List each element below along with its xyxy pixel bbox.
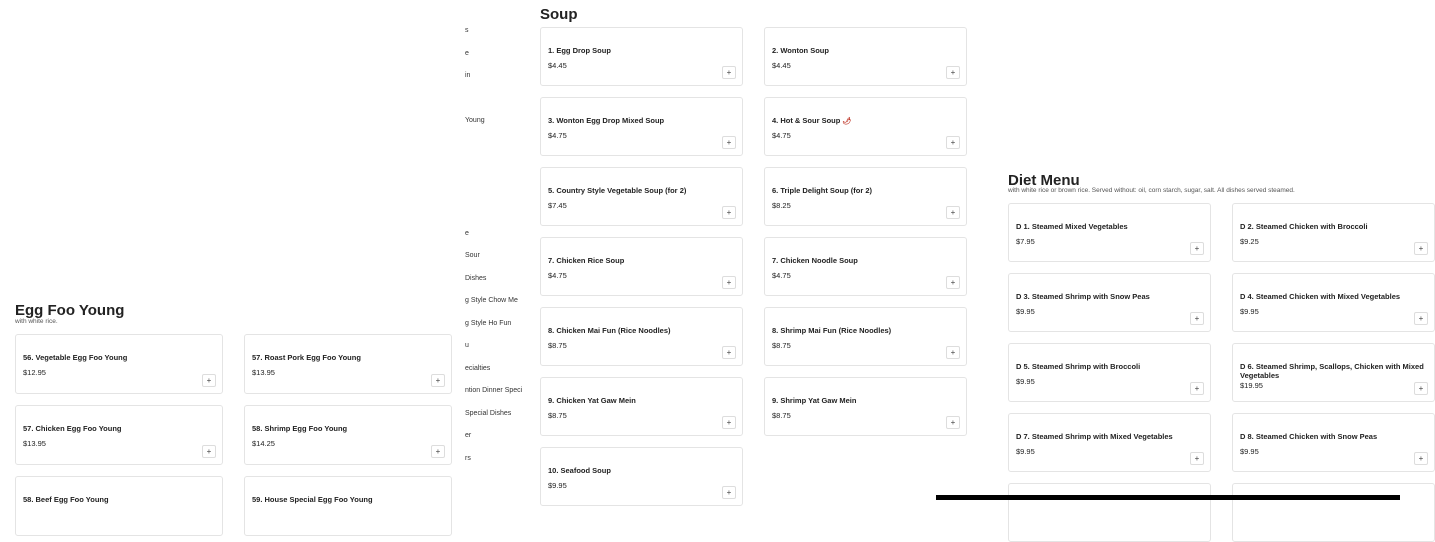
menu-item-price: $8.75 — [772, 411, 791, 420]
category-nav-item[interactable]: e — [465, 230, 469, 237]
menu-item-card[interactable] — [1232, 203, 1435, 262]
menu-item-card[interactable] — [764, 307, 967, 366]
menu-item-name-text: 56. Vegetable Egg Foo Young — [23, 353, 128, 362]
category-nav-item[interactable]: ecialties — [465, 365, 491, 372]
add-to-cart-button[interactable]: + — [946, 276, 960, 289]
add-to-cart-button[interactable]: + — [202, 374, 216, 387]
menu-item-name — [548, 256, 734, 265]
add-to-cart-button[interactable]: + — [431, 374, 445, 387]
menu-item-name — [1016, 432, 1202, 441]
category-nav-item[interactable]: Dishes — [465, 275, 487, 282]
menu-item-card[interactable] — [15, 405, 223, 465]
add-to-cart-button[interactable]: + — [1414, 312, 1428, 325]
add-to-cart-button[interactable]: + — [722, 346, 736, 359]
menu-item-price: $4.75 — [548, 131, 567, 140]
menu-item-name — [548, 396, 734, 405]
menu-item-card[interactable] — [1232, 343, 1435, 402]
menu-item-name — [772, 186, 958, 195]
menu-item-name — [23, 495, 214, 504]
menu-item-name-text: D 7. Steamed Shrimp with Mixed Vegetables — [1016, 432, 1173, 441]
menu-item-card[interactable] — [15, 334, 223, 394]
add-to-cart-button[interactable]: + — [431, 445, 445, 458]
menu-item-price: $4.75 — [772, 271, 791, 280]
menu-item-card[interactable] — [1008, 273, 1211, 332]
menu-item-card[interactable] — [244, 476, 452, 536]
category-nav-item[interactable]: s — [465, 27, 469, 34]
menu-item-name — [548, 46, 734, 55]
menu-item-name-text: 57. Roast Pork Egg Foo Young — [252, 353, 361, 362]
menu-item-name — [1240, 432, 1426, 441]
add-to-cart-button[interactable]: + — [946, 346, 960, 359]
menu-item-card[interactable] — [540, 27, 743, 86]
menu-item-name — [252, 424, 443, 433]
add-to-cart-button[interactable]: + — [946, 136, 960, 149]
menu-item-card[interactable] — [540, 237, 743, 296]
menu-item-price: $13.95 — [23, 439, 46, 448]
menu-item-card[interactable] — [540, 307, 743, 366]
add-to-cart-button[interactable]: + — [722, 486, 736, 499]
menu-item-name — [1240, 292, 1426, 301]
menu-item-name-text: 58. Beef Egg Foo Young — [23, 495, 109, 504]
add-to-cart-button[interactable]: + — [1190, 242, 1204, 255]
menu-item-card[interactable] — [15, 476, 223, 536]
menu-item-price: $19.95 — [1240, 381, 1263, 390]
menu-item-price: $13.95 — [252, 368, 275, 377]
menu-item-name-text: 10. Seafood Soup — [548, 466, 611, 475]
category-nav-item[interactable]: g Style Ho Fun — [465, 320, 512, 327]
menu-item-card[interactable] — [540, 167, 743, 226]
add-to-cart-button[interactable]: + — [722, 416, 736, 429]
menu-item-price: $7.45 — [548, 201, 567, 210]
add-to-cart-button[interactable]: + — [722, 66, 736, 79]
add-to-cart-button[interactable]: + — [1414, 242, 1428, 255]
menu-item-name-text: 9. Shrimp Yat Gaw Mein — [772, 396, 857, 405]
menu-item-name — [1016, 222, 1202, 231]
menu-item-card[interactable] — [540, 377, 743, 436]
category-nav-item[interactable]: e — [465, 50, 469, 57]
menu-item-name-text: 8. Chicken Mai Fun (Rice Noodles) — [548, 326, 671, 335]
menu-item-name — [772, 256, 958, 265]
menu-item-price: $8.25 — [772, 201, 791, 210]
menu-item-name-text: 7. Chicken Rice Soup — [548, 256, 625, 265]
menu-item-name — [1240, 222, 1426, 231]
menu-item-price: $8.75 — [548, 411, 567, 420]
category-nav-item[interactable]: er — [465, 432, 472, 439]
menu-item-price: $12.95 — [23, 368, 46, 377]
menu-item-name — [548, 116, 734, 125]
menu-item-name-text: 6. Triple Delight Soup (for 2) — [772, 186, 873, 195]
menu-item-name-text: 5. Country Style Vegetable Soup (for 2) — [548, 186, 687, 195]
category-nav-item[interactable]: Young — [465, 117, 485, 124]
menu-item-price: $4.75 — [772, 131, 791, 140]
menu-item-name — [1240, 362, 1426, 380]
menu-item-name — [23, 424, 214, 433]
add-to-cart-button[interactable]: + — [722, 136, 736, 149]
menu-item-price: $9.95 — [1016, 377, 1035, 386]
menu-item-card[interactable] — [1008, 483, 1211, 542]
menu-item-price: $8.75 — [772, 341, 791, 350]
menu-item-card[interactable] — [1232, 273, 1435, 332]
menu-item-name-text: 4. Hot & Sour Soup — [772, 116, 841, 125]
bottom-black-bar — [936, 495, 1400, 500]
menu-item-price: $14.25 — [252, 439, 275, 448]
menu-item-price: $9.95 — [1240, 307, 1259, 316]
menu-item-name-text: D 2. Steamed Chicken with Broccoli — [1240, 222, 1368, 231]
category-nav-item[interactable]: in — [465, 72, 471, 79]
category-nav-item[interactable]: u — [465, 342, 469, 349]
menu-item-name-text: 9. Chicken Yat Gaw Mein — [548, 396, 636, 405]
menu-item-card[interactable] — [540, 97, 743, 156]
menu-item-name-text: 57. Chicken Egg Foo Young — [23, 424, 122, 433]
menu-item-price: $9.95 — [1016, 307, 1035, 316]
diet-menu-subtitle: with white rice or brown rice. Served without: oil, corn starch, sugar, salt. All dishes served steamed. — [1008, 187, 1295, 194]
menu-item-card[interactable] — [1232, 413, 1435, 472]
menu-item-name — [548, 186, 734, 195]
menu-item-name-text: 2. Wonton Soup — [772, 46, 829, 55]
menu-item-card[interactable] — [540, 447, 743, 506]
add-to-cart-button[interactable]: + — [946, 66, 960, 79]
menu-item-card[interactable] — [764, 97, 967, 156]
menu-item-card[interactable] — [764, 167, 967, 226]
diet-menu-section-title: Diet Menu — [1008, 172, 1080, 189]
add-to-cart-button[interactable]: + — [722, 276, 736, 289]
menu-item-name — [772, 326, 958, 335]
menu-item-price: $8.75 — [548, 341, 567, 350]
menu-item-price: $4.75 — [548, 271, 567, 280]
category-nav-item[interactable]: ntion Dinner Speci — [465, 387, 523, 394]
menu-item-card[interactable] — [1008, 343, 1211, 402]
soup-section-title: Soup — [540, 6, 578, 23]
menu-item-name-text: 8. Shrimp Mai Fun (Rice Noodles) — [772, 326, 892, 335]
menu-item-card[interactable] — [764, 27, 967, 86]
category-nav-item[interactable]: Sour — [465, 252, 480, 259]
menu-item-name — [23, 353, 214, 362]
menu-item-card[interactable] — [764, 377, 967, 436]
category-nav-item[interactable]: rs — [465, 455, 471, 462]
menu-item-name-text: D 8. Steamed Chicken with Snow Peas — [1240, 432, 1378, 441]
menu-item-name — [1016, 362, 1202, 371]
menu-item-card[interactable] — [1008, 203, 1211, 262]
menu-item-price: $4.45 — [548, 61, 567, 70]
menu-item-name — [252, 353, 443, 362]
add-to-cart-button[interactable]: + — [1190, 452, 1204, 465]
menu-item-price: $4.45 — [772, 61, 791, 70]
menu-item-name-text: D 1. Steamed Mixed Vegetables — [1016, 222, 1128, 231]
menu-item-name-text: 1. Egg Drop Soup — [548, 46, 611, 55]
menu-item-price: $7.95 — [1016, 237, 1035, 246]
menu-item-name-text: 59. House Special Egg Foo Young — [252, 495, 373, 504]
menu-item-name-text: D 6. Steamed Shrimp, Scallops, Chicken with Mixed Vegetables — [1240, 362, 1424, 380]
menu-item-name — [252, 495, 443, 504]
add-to-cart-button[interactable]: + — [202, 445, 216, 458]
menu-item-price: $9.95 — [1016, 447, 1035, 456]
category-nav-item[interactable]: g Style Chow Me — [465, 297, 518, 304]
menu-item-name — [772, 46, 958, 55]
menu-item-price: $9.95 — [548, 481, 567, 490]
add-to-cart-button[interactable]: + — [1414, 382, 1428, 395]
menu-item-name — [548, 466, 734, 475]
menu-item-name — [548, 326, 734, 335]
menu-item-name — [1016, 292, 1202, 301]
menu-item-card[interactable] — [764, 237, 967, 296]
add-to-cart-button[interactable]: + — [722, 206, 736, 219]
add-to-cart-button[interactable]: + — [946, 206, 960, 219]
menu-item-name-text: 7. Chicken Noodle Soup — [772, 256, 858, 265]
menu-item-name-text: 3. Wonton Egg Drop Mixed Soup — [548, 116, 665, 125]
egg-foo-young-subtitle: with white rice. — [15, 318, 58, 325]
egg-foo-young-section-title: Egg Foo Young — [15, 302, 125, 319]
category-nav-item[interactable]: Special Dishes — [465, 410, 512, 417]
menu-item-card[interactable] — [1232, 483, 1435, 542]
menu-item-price: $9.95 — [1240, 447, 1259, 456]
menu-item-name-text: D 3. Steamed Shrimp with Snow Peas — [1016, 292, 1150, 301]
add-to-cart-button[interactable]: + — [946, 416, 960, 429]
menu-item-name-text: 58. Shrimp Egg Foo Young — [252, 424, 348, 433]
menu-item-card[interactable] — [244, 334, 452, 394]
add-to-cart-button[interactable]: + — [1414, 452, 1428, 465]
menu-item-name — [772, 116, 958, 126]
chili-pepper-icon: 🌶 — [842, 118, 852, 125]
add-to-cart-button[interactable]: + — [1190, 312, 1204, 325]
menu-item-price: $9.25 — [1240, 237, 1259, 246]
menu-item-name — [772, 396, 958, 405]
menu-item-card[interactable] — [1008, 413, 1211, 472]
menu-item-card[interactable] — [244, 405, 452, 465]
menu-item-name-text: D 5. Steamed Shrimp with Broccoli — [1016, 362, 1141, 371]
menu-item-name-text: D 4. Steamed Chicken with Mixed Vegetables — [1240, 292, 1401, 301]
add-to-cart-button[interactable]: + — [1190, 382, 1204, 395]
